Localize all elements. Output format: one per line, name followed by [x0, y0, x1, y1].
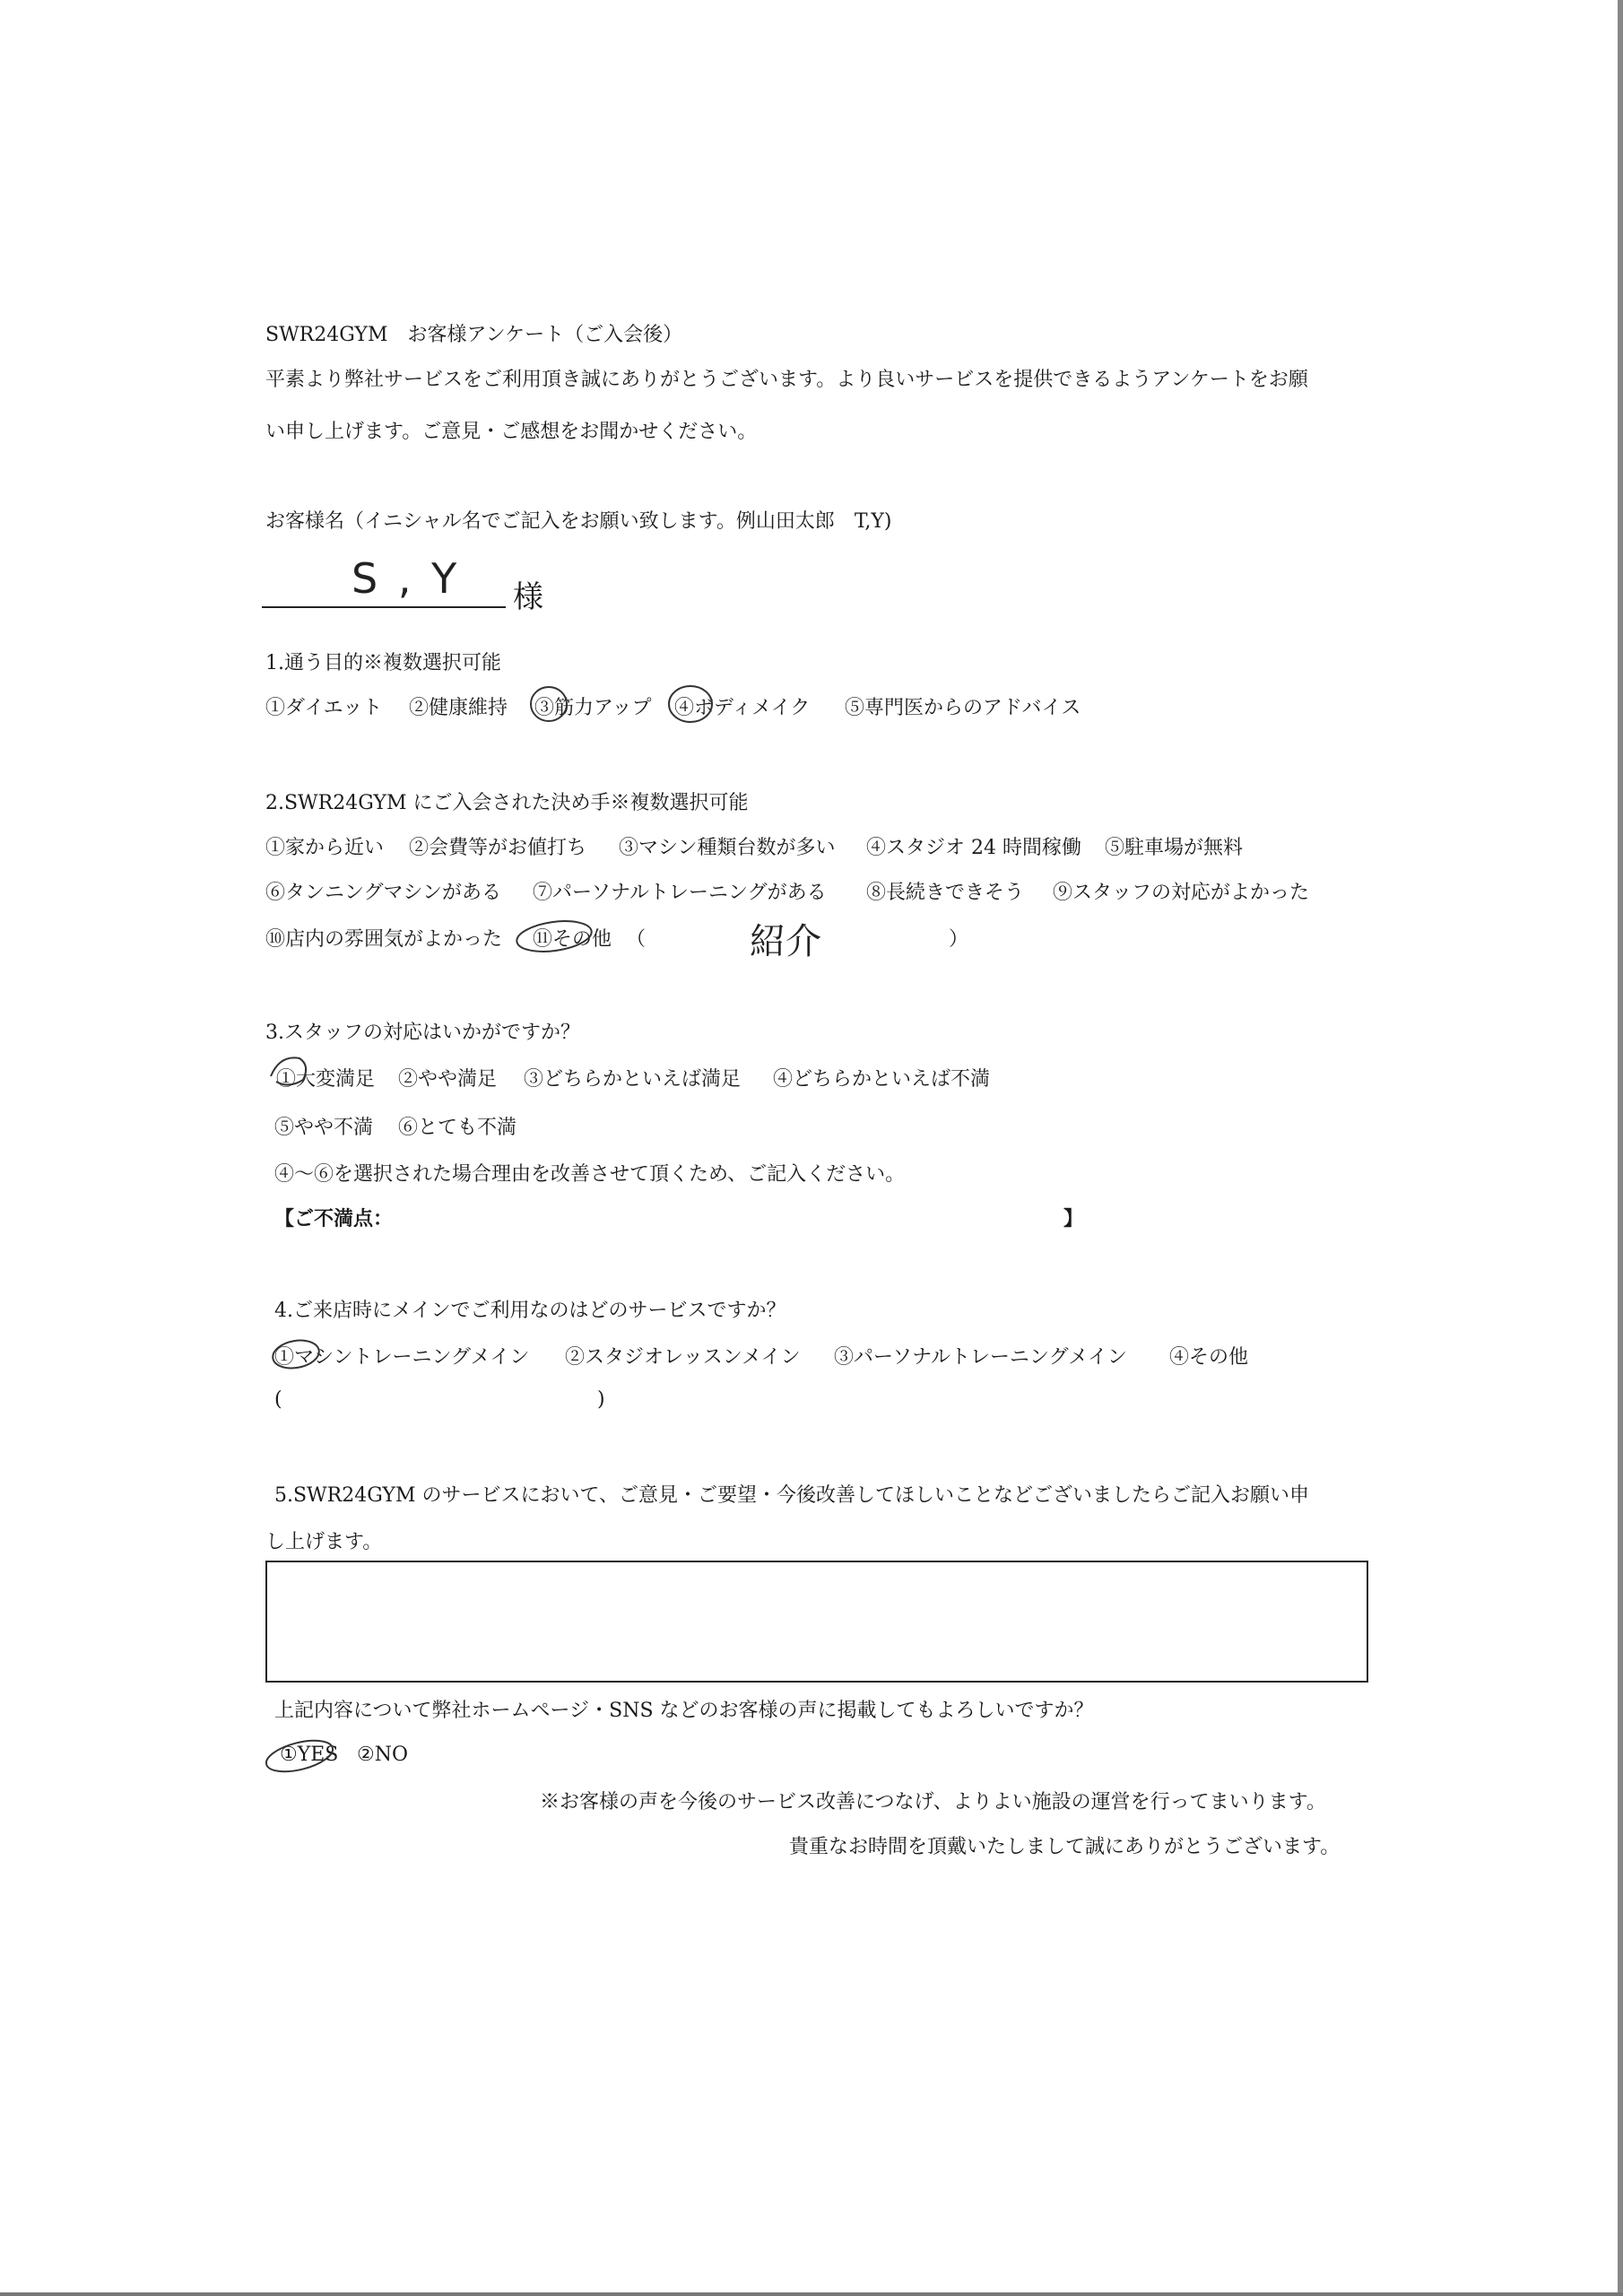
q3-title: 3.スタッフの対応はいかがですか？ — [265, 1022, 580, 1044]
intro-line-1: 平素より弊社サービスをご利用頂き誠にありがとうございます。より良いサービスを提供できるようアンケートをお願 — [265, 369, 1308, 391]
q3-note: ④～⑥を選択された場合理由を改善させて頂くため、ご記入ください。 — [274, 1163, 906, 1186]
q3-option-1-check — [271, 1057, 306, 1084]
q2-title: 2.SWR24GYM にご入会された決め手※複数選択可能 — [265, 792, 749, 814]
q3-option-5[interactable]: ⑤やや不満 — [274, 1117, 374, 1139]
publish-yes[interactable]: ①YES — [280, 1744, 339, 1766]
q3-option-1[interactable]: ①大変満足 — [276, 1068, 376, 1091]
customer-name-value[interactable]: S , Y — [352, 554, 461, 603]
q3-complaint-close: 】 — [1063, 1207, 1084, 1231]
q3-option-2[interactable]: ②やや満足 — [398, 1068, 498, 1091]
q3-option-4[interactable]: ④どちらかといえば不満 — [773, 1068, 991, 1091]
q1-option-5[interactable]: ⑤専門医からのアドバイス — [845, 697, 1081, 719]
q1-title: 1.通う目的※複数選択可能 — [265, 652, 501, 674]
q2-option-7[interactable]: ⑦パーソナルトレーニングがある — [533, 882, 827, 904]
footer-line-2: 貴重なお時間を頂戴いたしまして誠にありがとうございます。 — [789, 1836, 1341, 1858]
scan-edge-bottom — [0, 2292, 1623, 2296]
q4-paren-close: ) — [597, 1388, 605, 1411]
q4-option-2[interactable]: ②スタジオレッスンメイン — [565, 1346, 801, 1369]
q2-option-11[interactable]: ⑪その他 — [533, 928, 612, 951]
customer-name-label: お客様名（イニシャル名でご記入をお願い致します。例山田太郎 T,Y) — [265, 510, 892, 533]
q2-option-9[interactable]: ⑨スタッフの対応がよかった — [1053, 882, 1310, 904]
q5-title-line-2: し上げます。 — [265, 1531, 383, 1553]
q2-option-11-circle — [515, 917, 594, 955]
q2-paren-close: ） — [949, 928, 969, 951]
footer-line-1: ※お客様の声を今後のサービス改善につなげ、よりよい施設の運営を行ってまいります。 — [540, 1791, 1326, 1813]
q3-complaint-label: 【ご不満点： — [274, 1207, 394, 1231]
q2-option-4[interactable]: ④スタジオ 24 時間稼働 — [866, 837, 1081, 859]
q2-option-2[interactable]: ②会費等がお値打ち — [409, 837, 587, 859]
q2-option-10[interactable]: ⑩店内の雰囲気がよかった — [265, 928, 503, 951]
publish-no[interactable]: ②NO — [357, 1744, 409, 1766]
q1-option-3-circle — [531, 687, 567, 721]
q2-option-3[interactable]: ③マシン種類台数が多い — [619, 837, 836, 859]
q5-title-line-1: 5.SWR24GYM のサービスにおいて、ご意見・ご要望・今後改善してほしいことなどございましたらご記入お願い申 — [274, 1484, 1310, 1507]
q4-option-4[interactable]: ④その他 — [1169, 1346, 1249, 1369]
q4-paren-open: ( — [274, 1388, 282, 1411]
q1-option-2[interactable]: ②健康維持 — [409, 697, 508, 719]
q2-option-1[interactable]: ①家から近い — [265, 837, 385, 859]
q3-option-6[interactable]: ⑥とても不満 — [398, 1117, 517, 1139]
honorific: 様 — [513, 579, 543, 615]
form-title: SWR24GYM お客様アンケート（ご入会後） — [265, 324, 683, 346]
publish-question: 上記内容について弊社ホームページ・SNS などのお客様の声に掲載してもよろしいですか？ — [274, 1700, 1094, 1722]
q2-option-8[interactable]: ⑧長続きできそう — [866, 882, 1025, 904]
q2-option-5[interactable]: ⑤駐車場が無料 — [1105, 837, 1244, 859]
q2-option-6[interactable]: ⑥タンニングマシンがある — [265, 882, 502, 904]
q1-option-4-circle — [669, 686, 712, 722]
q4-option-1[interactable]: ①マシントレーニングメイン — [274, 1346, 530, 1369]
q4-option-1-circle — [271, 1337, 321, 1372]
publish-yes-circle — [263, 1735, 335, 1777]
q4-title: 4.ご来店時にメインでご利用なのはどのサービスですか？ — [274, 1300, 786, 1322]
q1-option-1[interactable]: ①ダイエット — [265, 697, 383, 719]
scan-edge-right — [1618, 0, 1623, 2296]
q2-other-value[interactable]: 紹介 — [750, 921, 821, 962]
q1-option-4[interactable]: ④ボディメイク — [674, 697, 811, 719]
q4-option-3[interactable]: ③パーソナルトレーニングメイン — [834, 1346, 1127, 1369]
q1-option-3[interactable]: ③筋力アップ — [534, 697, 652, 719]
q3-option-3[interactable]: ③どちらかといえば満足 — [524, 1068, 742, 1091]
intro-line-2: い申し上げます。ご意見・ご感想をお聞かせください。 — [265, 421, 758, 443]
q2-paren-open: （ — [626, 928, 647, 951]
